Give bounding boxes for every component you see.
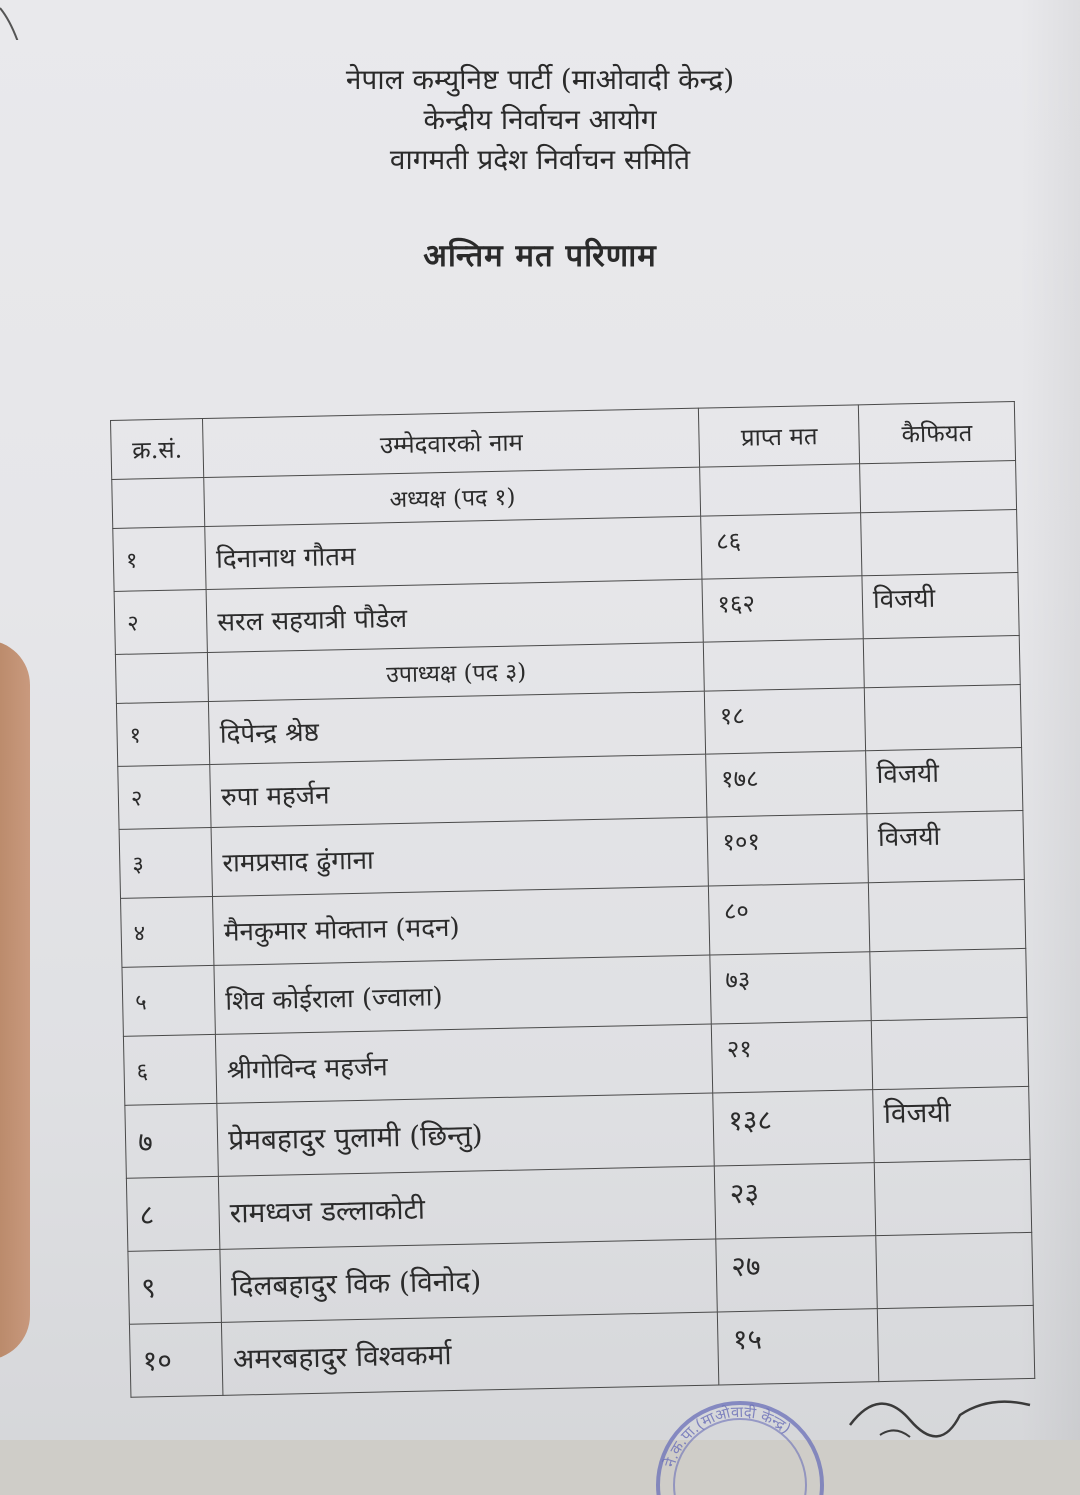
results-table: [110, 401, 1035, 1398]
vote-count: १३८: [713, 1090, 874, 1166]
col-header-votes: प्राप्त मत: [699, 405, 860, 467]
remark: [876, 1232, 1033, 1308]
col-header-sn: क्र.सं.: [111, 419, 204, 480]
serial-number: १: [116, 701, 209, 766]
official-stamp: [650, 1375, 830, 1495]
candidate-name: श्रीगोविन्द महर्जन: [216, 1024, 714, 1103]
remark: [871, 1017, 1028, 1089]
col-header-remarks: कैफियत: [858, 402, 1015, 464]
candidate-name: दिलबहादुर विक (विनोद): [220, 1239, 718, 1322]
vote-count: ८६: [701, 513, 862, 579]
remark: विजयी: [866, 747, 1023, 813]
serial-number: ५: [122, 965, 216, 1036]
serial-number: १०: [129, 1322, 223, 1397]
candidate-name: दिपेन्द्र श्रेष्ठ: [209, 691, 707, 764]
vote-count: १६२: [702, 576, 863, 642]
serial-number: ७: [125, 1103, 219, 1178]
serial-number: ४: [121, 896, 215, 967]
candidate-name: दिनानाथ गौतम: [205, 516, 703, 589]
candidate-name: शिव कोईराला (ज्वाला): [214, 955, 712, 1034]
candidate-name: सरल सहयात्री पौडेल: [206, 579, 704, 652]
serial-number: २: [114, 590, 207, 655]
serial-number: २: [118, 764, 211, 829]
vote-count: ७३: [710, 952, 871, 1024]
vote-count: १५: [718, 1309, 879, 1385]
remark: [874, 1159, 1031, 1235]
stamp-text: ने.क.पा.(माओवादी केन्द्र): [660, 1402, 795, 1470]
serial-number: ८: [126, 1176, 220, 1251]
remark: विजयी: [862, 573, 1019, 639]
candidate-name: मैनकुमार मोक्तान (मदन): [213, 886, 711, 965]
serial-number: १: [113, 527, 206, 592]
serial-number: ९: [128, 1249, 222, 1324]
serial-number: ६: [123, 1034, 217, 1105]
svg-text:ने.क.पा.(माओवादी केन्द्र): [661, 1403, 795, 1470]
vote-count: १७८: [706, 751, 867, 817]
candidate-name: अमरबहादुर विश्वकर्मा: [222, 1312, 720, 1395]
vote-count: १८: [705, 688, 866, 754]
commission-name: केन्द्रीय निर्वाचन आयोग: [423, 103, 657, 136]
result-title: अन्तिम मत परिणाम: [423, 238, 657, 274]
candidate-name: रुपा महर्जन: [210, 754, 708, 827]
remark: [861, 510, 1018, 576]
candidate-name: रामप्रसाद ढुंगाना: [211, 817, 709, 896]
col-header-name: उम्मेदवारको नाम: [203, 408, 700, 477]
pen-mark: [0, 0, 40, 40]
holding-thumb: [0, 640, 30, 1360]
remark: [870, 948, 1027, 1020]
vote-count: २३: [715, 1163, 876, 1239]
section-label: उपाध्यक्ष (पद ३): [208, 642, 705, 701]
remark: [864, 684, 1021, 750]
party-name: नेपाल कम्युनिष्ट पार्टी (माओवादी केन्द्र): [345, 63, 735, 96]
section-label: अध्यक्ष (पद १): [204, 467, 701, 526]
vote-count: ८०: [709, 883, 870, 955]
results-table-wrapper: [110, 401, 1034, 1378]
serial-number: ३: [119, 827, 213, 898]
candidate-name: रामध्वज डल्लाकोटी: [219, 1166, 717, 1249]
candidate-name: प्रेमबहादुर पुलामी (छिन्तु): [217, 1093, 715, 1176]
document-header: [0, 60, 1080, 276]
vote-count: २७: [716, 1236, 877, 1312]
vote-count: १०१: [707, 814, 868, 886]
signature: [840, 1365, 1040, 1445]
vote-count: २१: [712, 1021, 873, 1093]
remark: [868, 879, 1025, 951]
committee-name: वागमती प्रदेश निर्वाचन समिति: [389, 143, 691, 176]
remark: विजयी: [873, 1086, 1030, 1162]
remark: विजयी: [867, 810, 1024, 882]
